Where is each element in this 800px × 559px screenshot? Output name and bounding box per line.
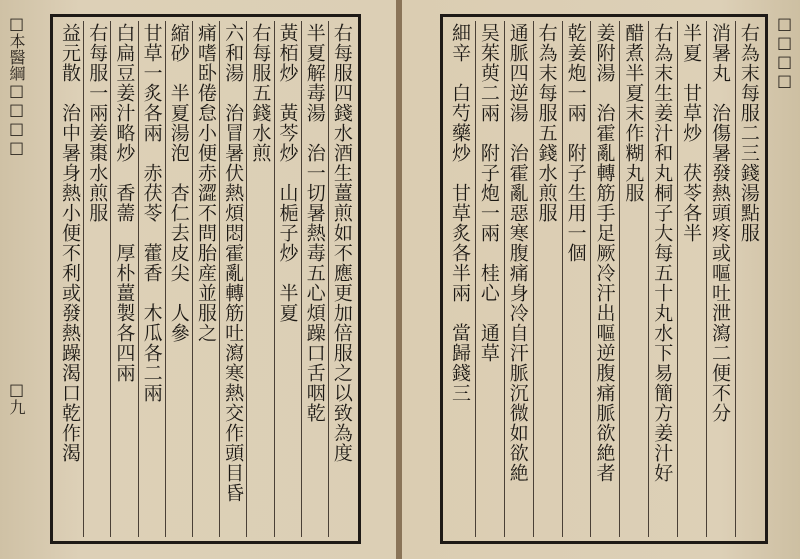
text-column: 縮砂 半夏湯泡 杏仁去皮尖 人參	[165, 21, 191, 537]
text-column: 六和湯 治冒暑伏熱煩悶霍亂轉筋吐瀉寒熱交作頭目昏	[219, 21, 245, 537]
text-column: 益元散 治中暑身熱小便不利或發熱躁渴口乾作渴	[59, 23, 81, 463]
text-column: 姜附湯 治霍亂轉筋手足厥冷汗出嘔逆腹痛脈欲絶者	[590, 21, 616, 537]
left-text-frame	[50, 14, 361, 544]
text-column: 消暑丸 治傷暑發熱頭疼或嘔吐泄瀉二便不分	[706, 21, 732, 537]
right-margin-title: □□□□	[775, 14, 794, 90]
text-column: 右為末每服五錢水煎服	[533, 21, 559, 537]
text-column: 通脈四逆湯 治霍亂惡寒腹痛身冷自汗脈沉微如欲絶	[504, 21, 530, 537]
text-column: 白扁豆姜汁略炒 香薷 厚朴薑製各四兩	[110, 21, 136, 537]
text-column: 甘草一炙各兩 赤茯苓 藿香 木瓜各二兩	[138, 21, 164, 537]
text-column: 半夏 甘草炒 茯苓各半	[677, 21, 703, 537]
left-columns	[57, 21, 354, 537]
right-text-frame	[440, 14, 768, 544]
text-column: 右每服四錢水酒生薑煎如不應更加倍服之以致為度	[328, 21, 354, 537]
text-column: 黃栢炒 黃芩炒 山梔子炒 半夏	[274, 21, 300, 537]
right-columns	[447, 21, 761, 537]
left-folio: □九	[7, 380, 26, 415]
text-column: 右為末每服二三錢湯點服	[735, 21, 761, 537]
right-page	[402, 0, 800, 559]
text-column: 醋煮半夏末作糊丸服	[619, 21, 645, 537]
text-column: 右為末生姜汁和丸桐子大每五十丸水下易簡方姜汁好	[648, 21, 674, 537]
left-page	[0, 0, 398, 559]
left-margin-title: □本醫綱□□□□	[7, 14, 26, 157]
text-column: 吴茱萸二兩 附子炮一兩 桂心 通草	[475, 21, 501, 537]
text-column: 細辛 白芍藥炒 甘草炙各半兩 當歸錢三	[449, 23, 471, 403]
text-column: 乾姜炮一兩 附子生用一個	[562, 21, 588, 537]
text-column: 右每服五錢水煎	[246, 21, 272, 537]
text-column: 痛嗜卧倦怠小便赤澀不問胎産並服之	[192, 21, 218, 537]
text-column: 右每服一兩姜棗水煎服	[83, 21, 109, 537]
text-column: 半夏解毒湯 治一切暑熱毒五心煩躁口舌咽乾	[301, 21, 327, 537]
